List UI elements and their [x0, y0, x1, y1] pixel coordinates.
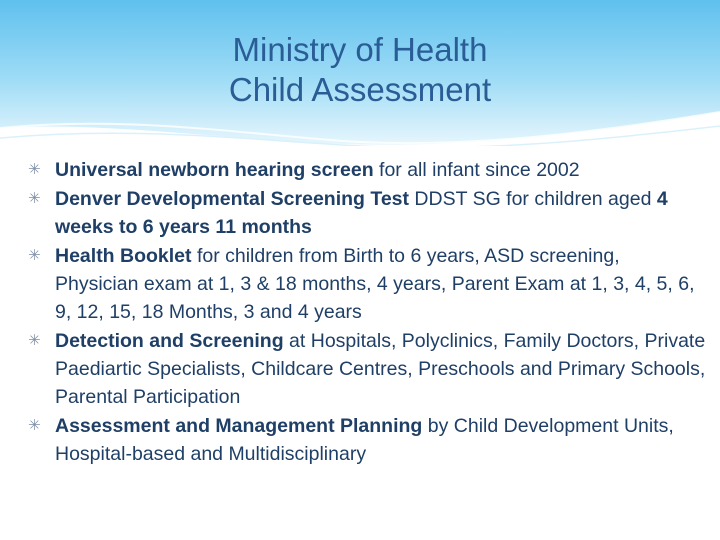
asterisk-bullet-icon: ✳ [28, 332, 41, 349]
bullet-bold-text: Universal newborn hearing screen [55, 159, 374, 181]
bullet-text: DDST SG for children aged [409, 188, 657, 210]
slide-title [0, 30, 720, 110]
bullet-item-denver [28, 185, 708, 241]
bullet-bold-text: Health Booklet [55, 245, 192, 267]
bullet-bold-age-range: 4 weeks to 6 years 11 months [55, 188, 668, 238]
bullet-text: at Hospitals, Polyclinics, Family Doctors, Private Paediartic Specialists, Childcare Centres, Preschools and Primary Schools, Parental Participation [55, 330, 706, 408]
asterisk-bullet-icon: ✳ [28, 247, 41, 264]
bullet-text: for all infant since 2002 [373, 159, 580, 181]
bullet-bold-text: Detection and Screening [55, 330, 284, 352]
title-line-2: Child Assessment [228, 71, 492, 108]
asterisk-bullet-icon: ✳ [28, 417, 41, 434]
title-line-1: Ministry of Health [232, 31, 488, 68]
bullet-item-assessment [28, 412, 708, 468]
asterisk-bullet-icon: ✳ [28, 190, 41, 207]
bullet-text: for children from Birth to 6 years, ASD screening, Physician exam at 1, 3 & 18 months, 4 years, Parent Exam at 1, 3, 4, 5, 6, 9, 12, 15, 18 Months, 3 and 4 years [55, 245, 695, 323]
bullet-text: by Child Development Units, Hospital-based and Multidisciplinary [55, 415, 674, 465]
bullet-item-health-booklet [28, 242, 708, 326]
bullet-item-hearing [28, 156, 708, 184]
asterisk-bullet-icon: ✳ [28, 161, 41, 178]
bullet-item-detection [28, 327, 708, 411]
bullet-bold-text: Assessment and Management Planning [55, 415, 423, 437]
bullet-bold-text: Denver Developmental Screening Test [55, 188, 410, 210]
bullet-list [28, 156, 708, 469]
